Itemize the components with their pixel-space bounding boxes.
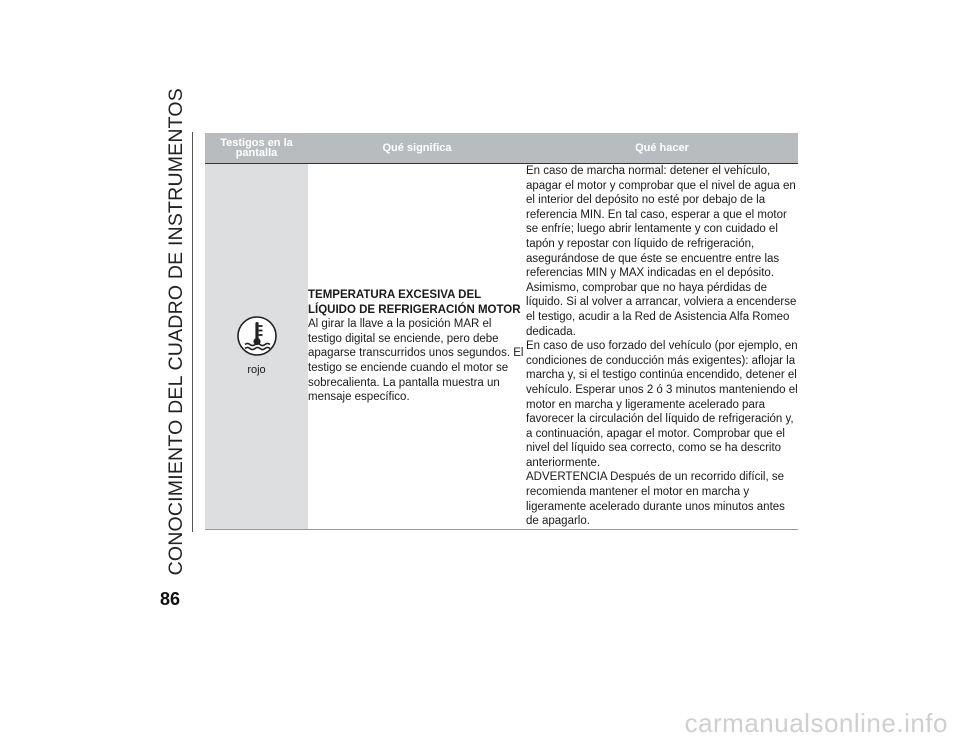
action-paragraph: En caso de marcha normal: detener el vehículo, apagar el motor y comprobar que el nivel de agua en el interior del depósito no esté por debajo de la referencia MIN. En tal caso, esperar a que el motor se enfríe; luego abrir lentamente y con cuidado el tapón y repostar con líquido de refrigeración, asegurándose de que éste se encuentre entre las referencias MIN y MAX indicadas en el depósito. Asimismo, comprobar que no haya pérdidas de líquido. Si al volver a arrancar, volviera a encenderse el testigo, acudir a la Red de Asistencia Alfa Romeo dedicada. xyxy=(526,165,797,338)
section-divider xyxy=(192,132,193,532)
header-action: Qué hacer xyxy=(526,133,798,164)
page-number: 86 xyxy=(160,589,181,609)
meaning-heading-line-2: LÍQUIDO DE REFRIGERACIÓN MOTOR xyxy=(308,303,521,316)
watermark: carmanualsonline.info xyxy=(684,708,948,738)
warning-lights-table xyxy=(205,133,798,530)
section-title-text: CONOCIMIENTO DEL CUADRO DE INSTRUMENTOS xyxy=(164,88,187,576)
section-title xyxy=(161,88,191,576)
table-row xyxy=(205,164,798,530)
header-warning-lights: Testigos en la pantalla xyxy=(205,133,308,164)
meaning-cell xyxy=(308,164,526,530)
action-paragraph: En caso de uso forzado del vehículo (por ejemplo, en condiciones de conducción más exigentes): aflojar la marcha y, si el testigo continúa encendido, detener el vehículo. Esperar unos 2 ó 3 minutos manteniendo el motor en marcha y ligeramente acelerado para favorecer la circulación del líquido de refrigeración y, a continuación, apagar el motor. Comprobar que el nivel del líquido sea correcto, como se ha descrito anteriormente. xyxy=(526,340,798,469)
header-meaning: Qué significa xyxy=(308,133,526,164)
meaning-text: Al girar la llave a la posición MAR el testigo digital se enciende, pero debe apagarse transcurridos unos segundos. El testigo se enciende cuando el motor se sobrecalienta. La pantalla muestra un mensaje específico. xyxy=(308,318,524,404)
table-header-row xyxy=(205,133,798,164)
coolant-temperature-icon xyxy=(236,315,278,357)
warning-light-color: rojo xyxy=(247,363,266,376)
action-cell xyxy=(526,164,798,530)
meaning-heading-line-1: TEMPERATURA EXCESIVA DEL xyxy=(308,289,482,302)
warning-light-cell xyxy=(205,164,308,530)
action-warning: ADVERTENCIA Después de un recorrido difícil, se recomienda mantener el motor en marcha y ligeramente acelerado durante unos minutos antes de apagarlo. xyxy=(526,471,785,528)
